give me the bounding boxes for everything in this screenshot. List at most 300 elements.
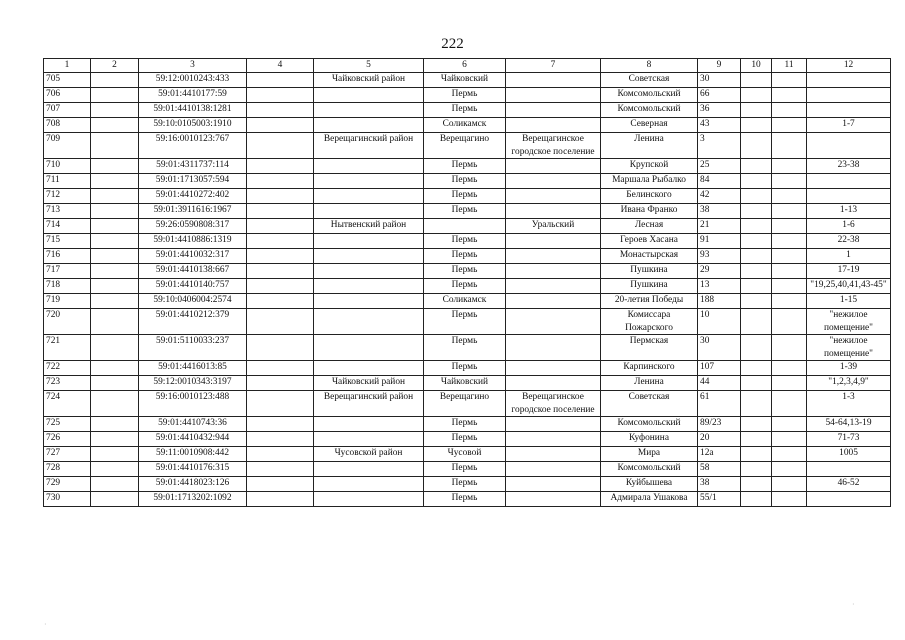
cell-col-9: 36 <box>698 103 741 118</box>
cell-col-1: 714 <box>44 219 91 234</box>
cell-col-11 <box>772 279 807 294</box>
cell-col-1: 722 <box>44 361 91 376</box>
cell-col-4 <box>247 234 314 249</box>
cell-col-3: 59:01:4311737:114 <box>139 159 247 174</box>
cell-col-2 <box>91 159 139 174</box>
table-body <box>44 73 891 507</box>
cell-col-10 <box>741 118 772 133</box>
cell-col-1: 709 <box>44 133 91 159</box>
cell-col-6: Пермь <box>424 264 506 279</box>
cell-col-6: Пермь <box>424 432 506 447</box>
cell-col-4 <box>247 159 314 174</box>
cell-col-2 <box>91 88 139 103</box>
cell-col-5 <box>314 204 424 219</box>
cell-col-3: 59:26:0590808:317 <box>139 219 247 234</box>
cell-col-5 <box>314 279 424 294</box>
cell-col-6: Пермь <box>424 492 506 507</box>
cell-col-3: 59:01:4410032:317 <box>139 249 247 264</box>
cell-col-4 <box>247 103 314 118</box>
cell-col-7 <box>506 492 601 507</box>
registry-table <box>43 58 891 507</box>
cell-col-1: 705 <box>44 73 91 88</box>
cell-col-7 <box>506 174 601 189</box>
cell-col-12: 17-19 <box>807 264 891 279</box>
cell-col-9: 188 <box>698 294 741 309</box>
table-row <box>44 118 891 133</box>
cell-col-4 <box>247 309 314 335</box>
cell-col-4 <box>247 417 314 432</box>
cell-col-10 <box>741 264 772 279</box>
cell-col-11 <box>772 447 807 462</box>
cell-col-9: 66 <box>698 88 741 103</box>
cell-col-9: 3 <box>698 133 741 159</box>
cell-col-11 <box>772 492 807 507</box>
cell-col-11 <box>772 462 807 477</box>
cell-col-10 <box>741 133 772 159</box>
cell-col-3: 59:01:4410272:402 <box>139 189 247 204</box>
cell-col-11 <box>772 391 807 417</box>
cell-col-2 <box>91 234 139 249</box>
column-header-9: 9 <box>698 59 741 73</box>
cell-col-3: 59:01:3911616:1967 <box>139 204 247 219</box>
cell-col-2 <box>91 477 139 492</box>
cell-col-11 <box>772 335 807 361</box>
cell-col-11 <box>772 174 807 189</box>
cell-col-3: 59:01:4416013:85 <box>139 361 247 376</box>
cell-col-12: "1,2,3,4,9" <box>807 376 891 391</box>
header-row <box>44 59 891 73</box>
cell-col-11 <box>772 361 807 376</box>
cell-col-3: 59:01:4410177:59 <box>139 88 247 103</box>
cell-col-6: Пермь <box>424 361 506 376</box>
column-header-4: 4 <box>247 59 314 73</box>
cell-col-6: Пермь <box>424 462 506 477</box>
cell-col-2 <box>91 309 139 335</box>
cell-col-5 <box>314 361 424 376</box>
cell-col-10 <box>741 391 772 417</box>
cell-col-8: Куйбышева <box>601 477 698 492</box>
cell-col-8: Комсомольский <box>601 417 698 432</box>
cell-col-8: Советская <box>601 73 698 88</box>
cell-col-3: 59:12:0010243:433 <box>139 73 247 88</box>
cell-col-4 <box>247 462 314 477</box>
cell-col-3: 59:12:0010343:3197 <box>139 376 247 391</box>
table-row <box>44 249 891 264</box>
cell-col-12: 54-64,13-19 <box>807 417 891 432</box>
cell-col-4 <box>247 376 314 391</box>
cell-col-4 <box>247 174 314 189</box>
cell-col-2 <box>91 294 139 309</box>
cell-col-4 <box>247 133 314 159</box>
column-header-3: 3 <box>139 59 247 73</box>
cell-col-9: 38 <box>698 204 741 219</box>
table-row <box>44 189 891 204</box>
cell-col-5 <box>314 462 424 477</box>
cell-col-11 <box>772 73 807 88</box>
cell-col-5 <box>314 118 424 133</box>
cell-col-1: 716 <box>44 249 91 264</box>
cell-col-4 <box>247 492 314 507</box>
cell-col-6: Соликамск <box>424 118 506 133</box>
cell-col-7 <box>506 309 601 335</box>
cell-col-5 <box>314 88 424 103</box>
cell-col-12: 1-13 <box>807 204 891 219</box>
cell-col-8: Мира <box>601 447 698 462</box>
cell-col-12: 1-15 <box>807 294 891 309</box>
cell-col-4 <box>247 279 314 294</box>
cell-col-10 <box>741 447 772 462</box>
table-row <box>44 73 891 88</box>
cell-col-5: Чайковский район <box>314 73 424 88</box>
cell-col-5: Верещагинский район <box>314 133 424 159</box>
cell-col-12: 1-3 <box>807 391 891 417</box>
cell-col-3: 59:01:4410138:1281 <box>139 103 247 118</box>
cell-col-9: 13 <box>698 279 741 294</box>
cell-col-3: 59:01:1713202:1092 <box>139 492 247 507</box>
cell-col-9: 58 <box>698 462 741 477</box>
cell-col-10 <box>741 477 772 492</box>
cell-col-5 <box>314 309 424 335</box>
cell-col-7 <box>506 477 601 492</box>
cell-col-10 <box>741 234 772 249</box>
cell-col-12: 1-39 <box>807 361 891 376</box>
cell-col-1: 708 <box>44 118 91 133</box>
cell-col-5 <box>314 159 424 174</box>
cell-col-3: 59:01:4410212:379 <box>139 309 247 335</box>
cell-col-4 <box>247 73 314 88</box>
cell-col-9: 84 <box>698 174 741 189</box>
cell-col-6: Пермь <box>424 103 506 118</box>
cell-col-12 <box>807 88 891 103</box>
cell-col-12 <box>807 103 891 118</box>
cell-col-9: 89/23 <box>698 417 741 432</box>
cell-col-5 <box>314 335 424 361</box>
cell-col-8: Маршала Рыбалко <box>601 174 698 189</box>
cell-col-6: Соликамск <box>424 294 506 309</box>
cell-col-10 <box>741 279 772 294</box>
cell-col-2 <box>91 73 139 88</box>
cell-col-4 <box>247 88 314 103</box>
cell-col-3: 59:16:0010123:767 <box>139 133 247 159</box>
cell-col-10 <box>741 189 772 204</box>
table-row <box>44 462 891 477</box>
cell-col-12: 1-7 <box>807 118 891 133</box>
cell-col-5 <box>314 234 424 249</box>
cell-col-7 <box>506 249 601 264</box>
cell-col-1: 727 <box>44 447 91 462</box>
table-row <box>44 492 891 507</box>
cell-col-2 <box>91 103 139 118</box>
cell-col-1: 706 <box>44 88 91 103</box>
table-row <box>44 174 891 189</box>
cell-col-7 <box>506 73 601 88</box>
cell-col-3: 59:10:0406004:2574 <box>139 294 247 309</box>
cell-col-9: 21 <box>698 219 741 234</box>
cell-col-12 <box>807 189 891 204</box>
cell-col-2 <box>91 204 139 219</box>
cell-col-2 <box>91 189 139 204</box>
cell-col-8: Героев Хасана <box>601 234 698 249</box>
cell-col-1: 725 <box>44 417 91 432</box>
cell-col-10 <box>741 361 772 376</box>
cell-col-1: 712 <box>44 189 91 204</box>
table-row <box>44 133 891 159</box>
cell-col-7 <box>506 361 601 376</box>
cell-col-7 <box>506 88 601 103</box>
cell-col-9: 93 <box>698 249 741 264</box>
cell-col-3: 59:01:5110033:237 <box>139 335 247 361</box>
cell-col-6: Пермь <box>424 174 506 189</box>
cell-col-3: 59:01:4410743:36 <box>139 417 247 432</box>
table-row <box>44 264 891 279</box>
cell-col-5 <box>314 294 424 309</box>
cell-col-12: "19,25,40,41,43-45" <box>807 279 891 294</box>
cell-col-6: Пермь <box>424 417 506 432</box>
cell-col-9: 30 <box>698 73 741 88</box>
cell-col-10 <box>741 432 772 447</box>
cell-col-6: Пермь <box>424 309 506 335</box>
cell-col-2 <box>91 492 139 507</box>
cell-col-4 <box>247 264 314 279</box>
cell-col-11 <box>772 477 807 492</box>
cell-col-8: Пушкина <box>601 264 698 279</box>
cell-col-7 <box>506 462 601 477</box>
cell-col-10 <box>741 88 772 103</box>
column-header-2: 2 <box>91 59 139 73</box>
cell-col-1: 726 <box>44 432 91 447</box>
cell-col-5 <box>314 477 424 492</box>
cell-col-10 <box>741 103 772 118</box>
cell-col-12: 1-6 <box>807 219 891 234</box>
cell-col-4 <box>247 219 314 234</box>
cell-col-7: Верещагинское городское поселение <box>506 133 601 159</box>
cell-col-5 <box>314 492 424 507</box>
cell-col-6: Пермь <box>424 204 506 219</box>
cell-col-6: Пермь <box>424 159 506 174</box>
cell-col-2 <box>91 462 139 477</box>
cell-col-10 <box>741 174 772 189</box>
cell-col-2 <box>91 133 139 159</box>
cell-col-6: Пермь <box>424 279 506 294</box>
cell-col-1: 730 <box>44 492 91 507</box>
cell-col-1: 718 <box>44 279 91 294</box>
cell-col-12: "нежилое помещение" <box>807 335 891 361</box>
cell-col-1: 729 <box>44 477 91 492</box>
cell-col-3: 59:10:0105003:1910 <box>139 118 247 133</box>
cell-col-9: 42 <box>698 189 741 204</box>
cell-col-9: 55/1 <box>698 492 741 507</box>
table-row <box>44 88 891 103</box>
cell-col-5 <box>314 103 424 118</box>
cell-col-7 <box>506 118 601 133</box>
cell-col-2 <box>91 118 139 133</box>
cell-col-3: 59:01:1713057:594 <box>139 174 247 189</box>
column-header-5: 5 <box>314 59 424 73</box>
cell-col-7 <box>506 447 601 462</box>
table-row <box>44 391 891 417</box>
cell-col-7 <box>506 159 601 174</box>
cell-col-4 <box>247 118 314 133</box>
cell-col-10 <box>741 294 772 309</box>
cell-col-6: Верещагино <box>424 133 506 159</box>
cell-col-7 <box>506 264 601 279</box>
cell-col-6: Пермь <box>424 249 506 264</box>
cell-col-10 <box>741 204 772 219</box>
cell-col-7 <box>506 376 601 391</box>
cell-col-8: Крупской <box>601 159 698 174</box>
cell-col-5 <box>314 417 424 432</box>
cell-col-4 <box>247 477 314 492</box>
table-row <box>44 279 891 294</box>
cell-col-1: 713 <box>44 204 91 219</box>
cell-col-6: Пермь <box>424 189 506 204</box>
cell-col-7 <box>506 103 601 118</box>
cell-col-1: 715 <box>44 234 91 249</box>
cell-col-4 <box>247 294 314 309</box>
cell-col-6: Чайковский <box>424 73 506 88</box>
scan-speck: · <box>852 600 855 609</box>
cell-col-2 <box>91 174 139 189</box>
cell-col-9: 43 <box>698 118 741 133</box>
column-header-8: 8 <box>601 59 698 73</box>
cell-col-11 <box>772 103 807 118</box>
cell-col-11 <box>772 133 807 159</box>
cell-col-2 <box>91 376 139 391</box>
cell-col-8: Советская <box>601 391 698 417</box>
cell-col-12: 23-38 <box>807 159 891 174</box>
cell-col-9: 20 <box>698 432 741 447</box>
cell-col-12: 1 <box>807 249 891 264</box>
cell-col-11 <box>772 219 807 234</box>
cell-col-3: 59:16:0010123:488 <box>139 391 247 417</box>
cell-col-1: 707 <box>44 103 91 118</box>
cell-col-5 <box>314 432 424 447</box>
cell-col-12 <box>807 462 891 477</box>
cell-col-4 <box>247 361 314 376</box>
cell-col-2 <box>91 249 139 264</box>
cell-col-10 <box>741 219 772 234</box>
cell-col-11 <box>772 417 807 432</box>
cell-col-9: 12а <box>698 447 741 462</box>
cell-col-12 <box>807 174 891 189</box>
cell-col-10 <box>741 462 772 477</box>
cell-col-3: 59:01:4410140:757 <box>139 279 247 294</box>
cell-col-10 <box>741 159 772 174</box>
cell-col-6: Пермь <box>424 335 506 361</box>
table-row <box>44 204 891 219</box>
cell-col-5: Нытвенский район <box>314 219 424 234</box>
cell-col-2 <box>91 447 139 462</box>
table-row <box>44 103 891 118</box>
cell-col-2 <box>91 361 139 376</box>
cell-col-12 <box>807 133 891 159</box>
cell-col-5: Верещагинский район <box>314 391 424 417</box>
cell-col-11 <box>772 204 807 219</box>
table-row <box>44 361 891 376</box>
cell-col-8: Ленина <box>601 376 698 391</box>
table-row <box>44 234 891 249</box>
cell-col-8: Куфонина <box>601 432 698 447</box>
column-header-12: 12 <box>807 59 891 73</box>
cell-col-11 <box>772 234 807 249</box>
cell-col-2 <box>91 264 139 279</box>
cell-col-11 <box>772 189 807 204</box>
column-header-10: 10 <box>741 59 772 73</box>
cell-col-4 <box>247 391 314 417</box>
cell-col-2 <box>91 417 139 432</box>
cell-col-8: Лесная <box>601 219 698 234</box>
cell-col-9: 38 <box>698 477 741 492</box>
cell-col-5 <box>314 264 424 279</box>
column-header-11: 11 <box>772 59 807 73</box>
cell-col-8: Комсомольский <box>601 462 698 477</box>
table-row <box>44 219 891 234</box>
cell-col-11 <box>772 264 807 279</box>
cell-col-12: "нежилое помещение" <box>807 309 891 335</box>
cell-col-4 <box>247 249 314 264</box>
cell-col-6 <box>424 219 506 234</box>
cell-col-8: Белинского <box>601 189 698 204</box>
cell-col-1: 711 <box>44 174 91 189</box>
cell-col-10 <box>741 376 772 391</box>
cell-col-3: 59:11:0010908:442 <box>139 447 247 462</box>
cell-col-8: Адмирала Ушакова <box>601 492 698 507</box>
cell-col-10 <box>741 417 772 432</box>
cell-col-5 <box>314 189 424 204</box>
cell-col-11 <box>772 159 807 174</box>
cell-col-7 <box>506 189 601 204</box>
table-row <box>44 477 891 492</box>
cell-col-6: Чусовой <box>424 447 506 462</box>
cell-col-10 <box>741 249 772 264</box>
column-header-7: 7 <box>506 59 601 73</box>
cell-col-9: 107 <box>698 361 741 376</box>
cell-col-8: Комсомольский <box>601 88 698 103</box>
cell-col-2 <box>91 279 139 294</box>
page-number: 222 <box>441 36 464 52</box>
cell-col-11 <box>772 309 807 335</box>
table-row <box>44 432 891 447</box>
table-row <box>44 376 891 391</box>
cell-col-8: Комиссара Пожарского <box>601 309 698 335</box>
cell-col-6: Верещагино <box>424 391 506 417</box>
cell-col-5: Чусовской район <box>314 447 424 462</box>
table-row <box>44 447 891 462</box>
cell-col-8: Ленина <box>601 133 698 159</box>
cell-col-11 <box>772 88 807 103</box>
table-row <box>44 294 891 309</box>
cell-col-1: 721 <box>44 335 91 361</box>
cell-col-8: 20-летия Победы <box>601 294 698 309</box>
table-row <box>44 159 891 174</box>
cell-col-5 <box>314 249 424 264</box>
cell-col-7: Верещагинское городское поселение <box>506 391 601 417</box>
cell-col-2 <box>91 219 139 234</box>
cell-col-8: Монастырская <box>601 249 698 264</box>
cell-col-11 <box>772 432 807 447</box>
cell-col-8: Северная <box>601 118 698 133</box>
cell-col-3: 59:01:4410432:944 <box>139 432 247 447</box>
cell-col-7 <box>506 234 601 249</box>
cell-col-7 <box>506 279 601 294</box>
cell-col-10 <box>741 492 772 507</box>
cell-col-6: Пермь <box>424 234 506 249</box>
cell-col-5: Чайковский район <box>314 376 424 391</box>
cell-col-1: 717 <box>44 264 91 279</box>
cell-col-12: 22-38 <box>807 234 891 249</box>
cell-col-9: 29 <box>698 264 741 279</box>
cell-col-8: Комсомольский <box>601 103 698 118</box>
